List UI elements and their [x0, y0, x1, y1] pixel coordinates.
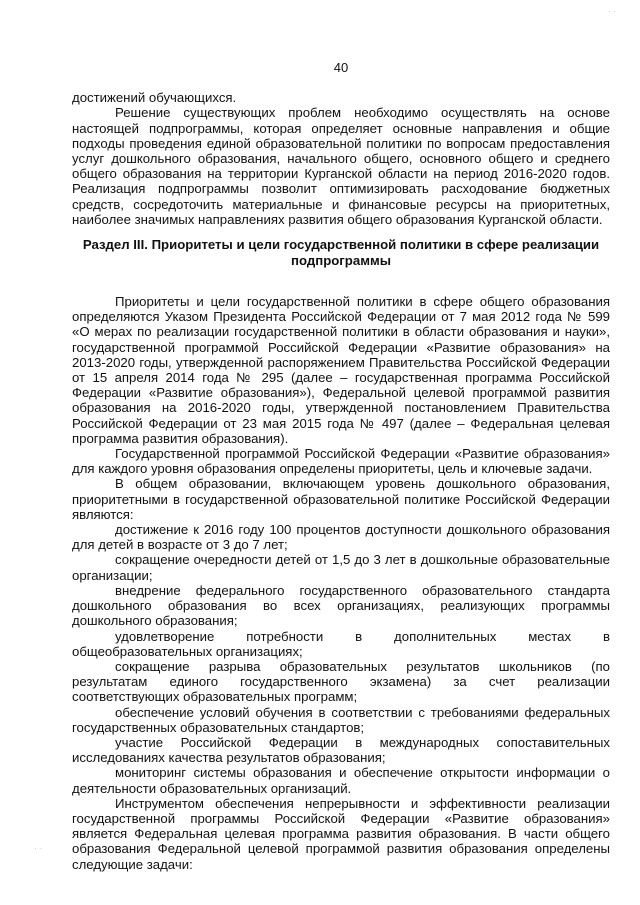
paragraphs-before: [72, 90, 610, 227]
corner-mark-top: · ·: [607, 6, 616, 16]
paragraph: Государственной программой Российской Федерации «Развитие образования» для каждого уровня образования определены приоритеты, цель и ключевые задачи.: [72, 446, 610, 477]
paragraph: достижение к 2016 году 100 процентов доступности дошкольного образования для детей в возрасте от 3 до 7 лет;: [72, 522, 610, 553]
paragraph: мониторинг системы образования и обеспечение открытости информации о деятельности образовательных организаций.: [72, 765, 610, 796]
paragraph: достижений обучающихся.: [72, 90, 237, 106]
paragraph: Инструментом обеспечения непрерывности и эффективности реализации государственной программы Российской Федерации «Развитие образования» является Федеральная целевая программа развития образования. В части общего образования Федеральной целевой программой развития образования определены следующие задачи:: [72, 795, 610, 872]
paragraph: В общем образовании, включающем уровень дошкольного образования, приоритетными в государственной образовательной политике Российской Федерации являются:: [72, 476, 610, 522]
paragraph: участие Российской Федерации в международных сопоставительных исследованиях качества результатов образования;: [72, 734, 610, 766]
paragraph: сокращение очередности детей от 1,5 до 3 лет в дошкольные образовательные организации;: [72, 552, 610, 583]
paragraph: внедрение федерального государственного образовательного стандарта дошкольного образования во всех организациях, реализующих программы дошкольного образования;: [72, 582, 610, 629]
paragraph: сокращение разрыва образовательных результатов школьников (по результатам единого государственного экзамена) за счет реализации соответствующих образовательных программ;: [72, 658, 610, 705]
paragraph: Решение существующих проблем необходимо осуществлять на основе настоящей подпрограммы, которая определяет основные направления и общие подходы проведения единой образовательной политики по вопросам предоставления услуг дошкольного образования, начального общего, основного общего и среднего общего образования на территории Курганской области на период 2016-2020 годов. Реализация подпрограммы позволит оптимизировать расходование бюджетных средств, сосредоточить материальные и финансовые ресурсы на приоритетных, наиболее значимых направлениях развития общего образования Курганской области.: [72, 105, 610, 227]
section-title: Раздел III. Приоритеты и цели государственной политики в сфере реализации подпрограммы: [82, 237, 600, 269]
paragraph: обеспечение условий обучения в соответствии с требованиями федеральных государственных образовательных стандартов;: [72, 704, 610, 735]
paragraph: Приоритеты и цели государственной политики в сфере общего образования определяются Указом Президента Российской Федерации от 7 мая 2012 года № 599 «О мерах по реализации государственной политики в области образования и науки», государственной программой Российской Федерации «Развитие образования» на 2013-2020 годы, утвержденной распоряжением Правительства Российской Федерации от 15 апреля 2014 года № 295 (далее – государственная программа Российской Федерации «Развитие образования»), Федеральной целевой программой развития образования на 2016-2020 годы, утвержденной постановлением Правительства Российской Федерации от 23 мая 2015 года № 497 (далее – Федеральная целевая программа развития образования).: [72, 294, 610, 446]
document-page: [72, 60, 610, 872]
paragraph: удовлетворение потребности в дополнительных местах в общеобразовательных организациях;: [72, 628, 610, 659]
paragraphs-after: [72, 294, 610, 872]
corner-mark-bottom: · ·: [34, 843, 43, 853]
page-number: 40: [333, 60, 349, 75]
